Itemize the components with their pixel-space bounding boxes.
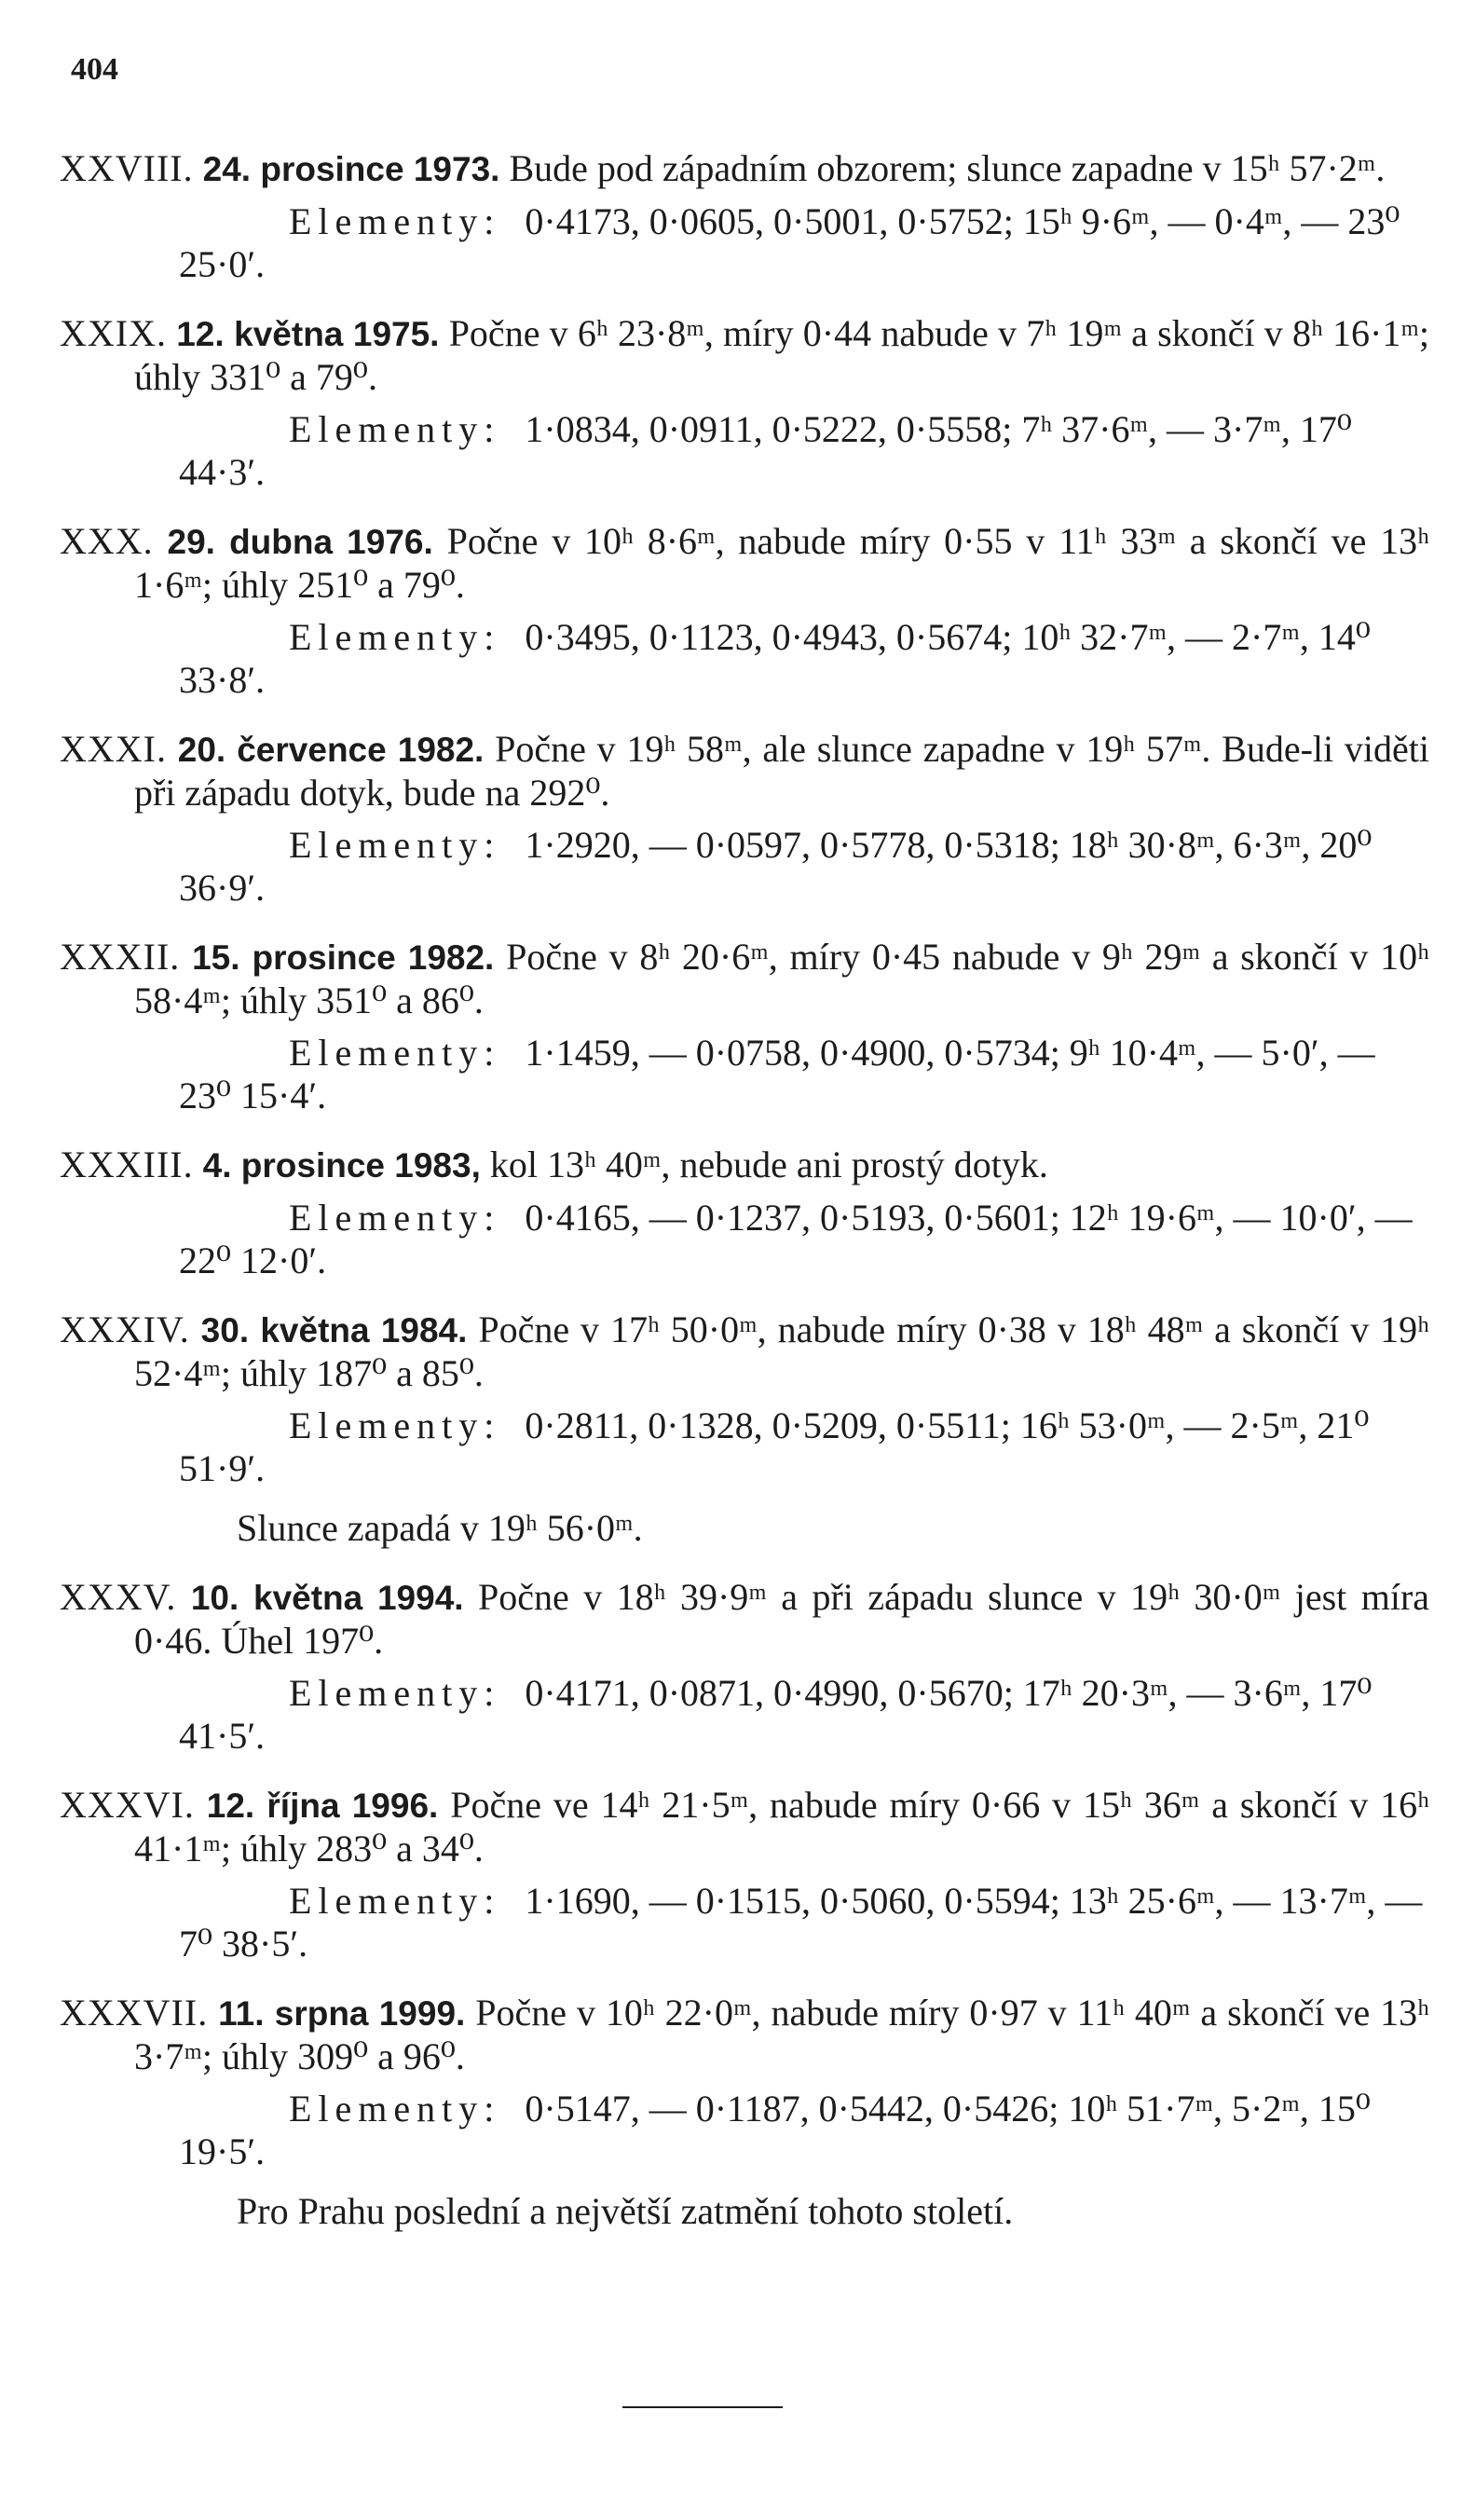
eclipse-entry [60,728,1429,910]
entry-description: Počne v 17ʰ 50·0ᵐ, nabude míry 0·38 v 18ʰ 48ᵐ a skončí v 19ʰ 52·4ᵐ; úhly 187⁰ a 85⁰. [134,1308,1429,1394]
entry-date: 20. července 1982. [177,731,485,769]
elements-values: 0·4173, 0·0605, 0·5001, 0·5752; 15ʰ 9·6ᵐ, — 0·4ᵐ, — 23⁰ 25·0′. [179,200,1400,285]
entry-description: Počne v 18ʰ 39·9ᵐ a při západu slunce v 19ʰ 30·0ᵐ jest míra 0·46. Úhel 197⁰. [134,1576,1430,1662]
entry-description: Počne v 8ʰ 20·6ᵐ, míry 0·45 nabude v 9ʰ 29ᵐ a skončí v 10ʰ 58·4ᵐ; úhly 351⁰ a 86⁰. [134,936,1430,1021]
elements-label: Elementy: [289,1880,501,1922]
entry-date: 29. dubna 1976. [167,523,433,561]
elements-values: 0·2811, 0·1328, 0·5209, 0·5511; 16ʰ 53·0ᵐ, — 2·5ᵐ, 21⁰ 51·9′. [179,1404,1370,1489]
entry-elements [60,1197,1429,1282]
entry-numeral: XXXI. [60,728,167,770]
elements-label: Elementy: [289,1672,501,1714]
entry-description: Počne v 10ʰ 22·0ᵐ, nabude míry 0·97 v 11ʰ 40ᵐ a skončí ve 13ʰ 3·7ᵐ; úhly 309⁰ a 96⁰. [134,1992,1429,2077]
eclipse-entry [60,1308,1429,1550]
entry-text [60,1308,1429,1395]
entry-date: 24. prosince 1973. [202,150,500,188]
elements-label: Elementy: [289,408,501,450]
entry-numeral: XXXVI. [60,1784,195,1826]
elements-label: Elementy: [289,616,501,658]
eclipse-entry [60,520,1429,702]
elements-values: 1·2920, — 0·0597, 0·5778, 0·5318; 18ʰ 30·8ᵐ, 6·3ᵐ, 20⁰ 36·9′. [179,824,1373,909]
elements-values: 0·5147, — 0·1187, 0·5442, 0·5426; 10ʰ 51·7ᵐ, 5·2ᵐ, 15⁰ 19·5′. [179,2088,1371,2172]
entry-elements [60,1404,1429,1490]
entry-text [60,312,1429,399]
eclipse-entry [60,312,1429,494]
entry-text [60,728,1429,815]
entry-text [60,147,1429,191]
entry-date: 4. prosince 1983, [202,1146,481,1185]
elements-label: Elementy: [289,200,501,242]
entry-elements [60,1032,1429,1117]
elements-values: 0·3495, 0·1123, 0·4943, 0·5674; 10ʰ 32·7ᵐ, — 2·7ᵐ, 14⁰ 33·8′. [179,616,1371,701]
entry-date: 10. května 1994. [190,1579,464,1617]
end-rule [622,2406,783,2408]
entry-elements [60,616,1429,702]
eclipse-list [60,147,1429,2259]
page-number: 404 [71,52,118,87]
entry-text [60,936,1429,1022]
eclipse-entry [60,1144,1429,1282]
elements-values: 1·1459, — 0·0758, 0·4900, 0·5734; 9ʰ 10·4ᵐ, — 5·0′, — 23⁰ 15·4′. [179,1032,1375,1116]
elements-label: Elementy: [289,1404,501,1446]
entry-numeral: XXXIII. [60,1144,194,1185]
entry-description: Počne v 10ʰ 8·6ᵐ, nabude míry 0·55 v 11ʰ 33ᵐ a skončí ve 13ʰ 1·6ᵐ; úhly 251⁰ a 79⁰. [134,520,1430,606]
entry-numeral: XXXV. [60,1576,177,1618]
elements-label: Elementy: [289,1032,501,1074]
entry-elements [60,824,1429,910]
entry-elements [60,408,1429,494]
entry-text [60,1992,1429,2078]
entry-numeral: XXIX. [60,312,167,354]
entry-date: 30. května 1984. [200,1311,468,1349]
elements-label: Elementy: [289,2088,501,2130]
entry-note: Slunce zapadá v 19ʰ 56·0ᵐ. [237,1507,643,1549]
entry-description: Počne v 19ʰ 58ᵐ, ale slunce zapadne v 19ʰ 57ᵐ. Bude-li viděti při západu dotyk, bude na 292⁰. [134,728,1429,814]
entry-numeral: XXX. [60,520,154,562]
eclipse-entry [60,936,1429,1117]
entry-elements [60,1880,1429,1965]
entry-text [60,1784,1429,1870]
entry-text [60,520,1429,607]
elements-label: Elementy: [289,1197,501,1239]
entry-numeral: XXVIII. [60,147,194,189]
entry-description: Počne v 6ʰ 23·8ᵐ, míry 0·44 nabude v 7ʰ 19ᵐ a skončí v 8ʰ 16·1ᵐ; úhly 331⁰ a 79⁰. [134,312,1430,398]
entry-elements [60,2088,1429,2173]
entry-date: 15. prosince 1982. [192,938,495,977]
elements-label: Elementy: [289,824,501,866]
entry-text [60,1144,1429,1187]
eclipse-entry [60,1784,1429,1965]
eclipse-entry [60,1576,1429,1758]
elements-values: 0·4171, 0·0871, 0·4990, 0·5670; 17ʰ 20·3ᵐ, — 3·6ᵐ, 17⁰ 41·5′. [179,1672,1373,1757]
entry-date: 11. srpna 1999. [218,1994,466,2033]
entry-description: Počne ve 14ʰ 21·5ᵐ, nabude míry 0·66 v 15ʰ 36ᵐ a skončí v 16ʰ 41·1ᵐ; úhly 283⁰ a 34⁰. [134,1784,1429,1869]
entry-note: Pro Prahu poslední a největší zatmění tohoto století. [237,2190,1014,2232]
elements-values: 1·0834, 0·0911, 0·5222, 0·5558; 7ʰ 37·6ᵐ, — 3·7ᵐ, 17⁰ 44·3′. [179,408,1352,493]
entry-elements [60,1672,1429,1758]
eclipse-entry [60,1992,1429,2233]
elements-values: 0·4165, — 0·1237, 0·5193, 0·5601; 12ʰ 19·6ᵐ, — 10·0′, — 22⁰ 12·0′. [179,1197,1413,1281]
entry-date: 12. května 1975. [176,315,440,353]
entry-description: kol 13ʰ 40ᵐ, nebude ani prostý dotyk. [489,1144,1048,1185]
entry-description: Bude pod západním obzorem; slunce zapadne v 15ʰ 57·2ᵐ. [509,147,1386,189]
entry-numeral: XXXIV. [60,1308,190,1350]
entry-text [60,1576,1429,1663]
entry-date: 12. října 1996. [206,1787,439,1825]
entry-elements [60,200,1429,286]
entry-numeral: XXXVII. [60,1992,209,2034]
eclipse-entry [60,147,1429,286]
elements-values: 1·1690, — 0·1515, 0·5060, 0·5594; 13ʰ 25·6ᵐ, — 13·7ᵐ, — 7⁰ 38·5′. [179,1880,1423,1965]
entry-numeral: XXXII. [60,936,181,978]
